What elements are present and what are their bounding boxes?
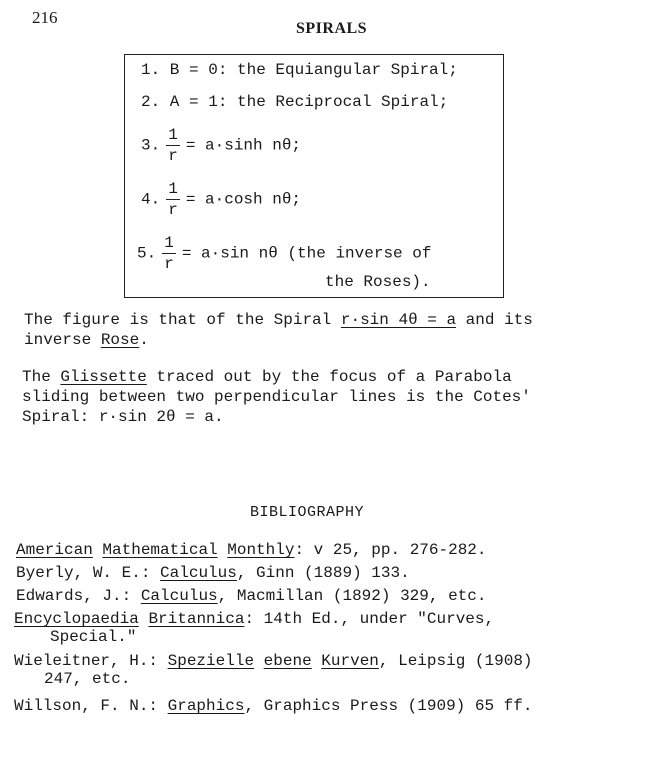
bibliography-entry: Edwards, J.: Calculus, Macmillan (1892) 329, etc. — [16, 587, 487, 605]
item-number: 3. — [141, 136, 161, 155]
denominator: r — [168, 147, 178, 165]
paragraph-line: inverse Rose. — [24, 331, 149, 349]
bibliography-heading: BIBLIOGRAPHY — [250, 504, 365, 521]
list-item — [141, 127, 301, 164]
equation-rest: = a·sin nθ (the inverse of — [181, 244, 432, 263]
equation-rest: = a·sinh nθ; — [185, 136, 302, 155]
list-item-continuation: the Roses). — [325, 273, 431, 291]
paragraph-glissette — [22, 367, 531, 427]
list-item: 1. B = 0: the Equiangular Spiral; — [141, 61, 458, 79]
fraction — [166, 181, 180, 218]
paragraph-line: The Glissette traced out by the focus of a Parabola — [22, 368, 512, 386]
spiral-equation: r·sin 4θ = a — [340, 311, 457, 329]
equation-rest: = a·cosh nθ; — [185, 190, 302, 209]
paragraph-line: Spiral: r·sin 2θ = a. — [22, 408, 224, 426]
denominator: r — [164, 255, 174, 273]
special-cases-box — [124, 54, 504, 298]
rose-term: Rose — [100, 331, 140, 349]
list-item — [141, 181, 301, 218]
fraction — [162, 235, 176, 272]
numerator: 1 — [164, 234, 174, 252]
fraction — [166, 127, 180, 164]
numerator: 1 — [168, 126, 178, 144]
bibliography-entry: Byerly, W. E.: Calculus, Ginn (1889) 133. — [16, 564, 410, 582]
bibliography-entry: Wieleitner, H.: Spezielle ebene Kurven, Leipsig (1908) 247, etc. — [14, 652, 533, 688]
paragraph-figure — [24, 310, 533, 350]
item-number: 5. — [137, 244, 157, 263]
item-number: 4. — [141, 190, 161, 209]
numerator: 1 — [168, 180, 178, 198]
page-title: SPIRALS — [296, 20, 368, 37]
bibliography-entry: Encyclopaedia Britannica: 14th Ed., under "Curves, Special." — [14, 610, 495, 646]
denominator: r — [168, 201, 178, 219]
bibliography-entry: American Mathematical Monthly: v 25, pp. 276-282. — [16, 541, 487, 559]
paragraph-line: sliding between two perpendicular lines is the Cotes' — [22, 388, 531, 406]
glissette-term: Glissette — [60, 368, 147, 386]
paragraph-line: The figure is that of the Spiral r·sin 4θ = a and its — [24, 311, 533, 329]
list-item: 2. A = 1: the Reciprocal Spiral; — [141, 93, 449, 111]
list-item — [137, 235, 431, 272]
bibliography-entry: Willson, F. N.: Graphics, Graphics Press (1909) 65 ff. — [14, 697, 533, 715]
page-number: 216 — [32, 8, 58, 27]
